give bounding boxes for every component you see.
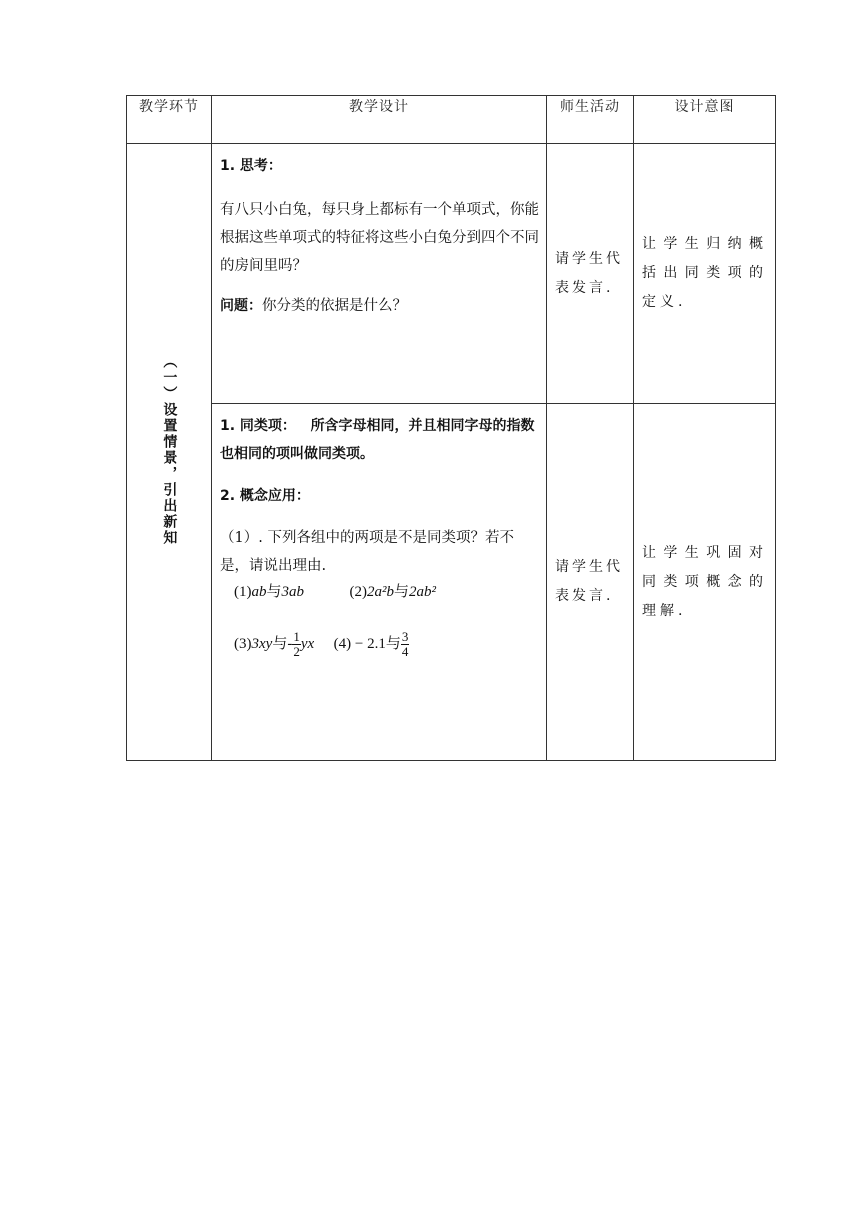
design-cell-concept (212, 404, 547, 761)
header-stage: 教学环节 (127, 96, 212, 144)
design-cell-think (212, 144, 547, 404)
item-1: (1)ab与3ab (234, 584, 305, 600)
header-row (127, 96, 776, 144)
row-think (127, 144, 776, 404)
definition-label: 1. 同类项： (220, 418, 296, 434)
definition-text: 所含字母相同，并且相同字母的指数也相同的项叫做同类项。 (220, 418, 535, 462)
stage-cell (127, 144, 212, 761)
item-3: (3)3xy与- $\frac{1}{2}$ yx (234, 629, 315, 660)
exercise-items-row1 (234, 580, 540, 604)
think-heading: 1. 思考： (220, 158, 282, 174)
think-question (220, 292, 540, 320)
item-4: (4) − 2.1与 $\frac{3}{4}$ (333, 629, 409, 660)
activity-cell-think: 请学生代表发言. (547, 144, 634, 404)
question-label: 问题： (220, 298, 262, 314)
intent-cell-concept: 让学生巩固对同类项概念的理解. (634, 404, 776, 761)
question-text: 你分类的依据是什么？ (262, 298, 407, 314)
intent-cell-think: 让学生归纳概括出同类项的定义. (634, 144, 776, 404)
header-activity: 师生活动 (547, 96, 634, 144)
application-heading: 2. 概念应用： (220, 488, 310, 504)
header-design: 教学设计 (212, 96, 547, 144)
activity-cell-concept: 请学生代表发言. (547, 404, 634, 761)
think-body: 有八只小白兔，每只身上都标有一个单项式，你能根据这些单项式的特征将这些小白兔分到四个不同的房间里吗？ (220, 202, 539, 274)
fraction-three-quarters: $\frac{3}{4}$ (401, 629, 409, 660)
stage-label: （一）设置情景，引出新知 (161, 354, 178, 546)
row-concept (127, 404, 776, 761)
definition (220, 412, 540, 468)
exercise-items-row2 (234, 630, 540, 659)
header-intent: 设计意图 (634, 96, 776, 144)
item-2: (2)2a²b与2ab² (349, 584, 437, 600)
exercise-prompt: （1）. 下列各组中的两项是不是同类项？若不是，请说出理由. (220, 530, 514, 574)
lesson-plan-table (126, 95, 776, 761)
fraction-one-half: $\frac{1}{2}$ (293, 629, 300, 660)
